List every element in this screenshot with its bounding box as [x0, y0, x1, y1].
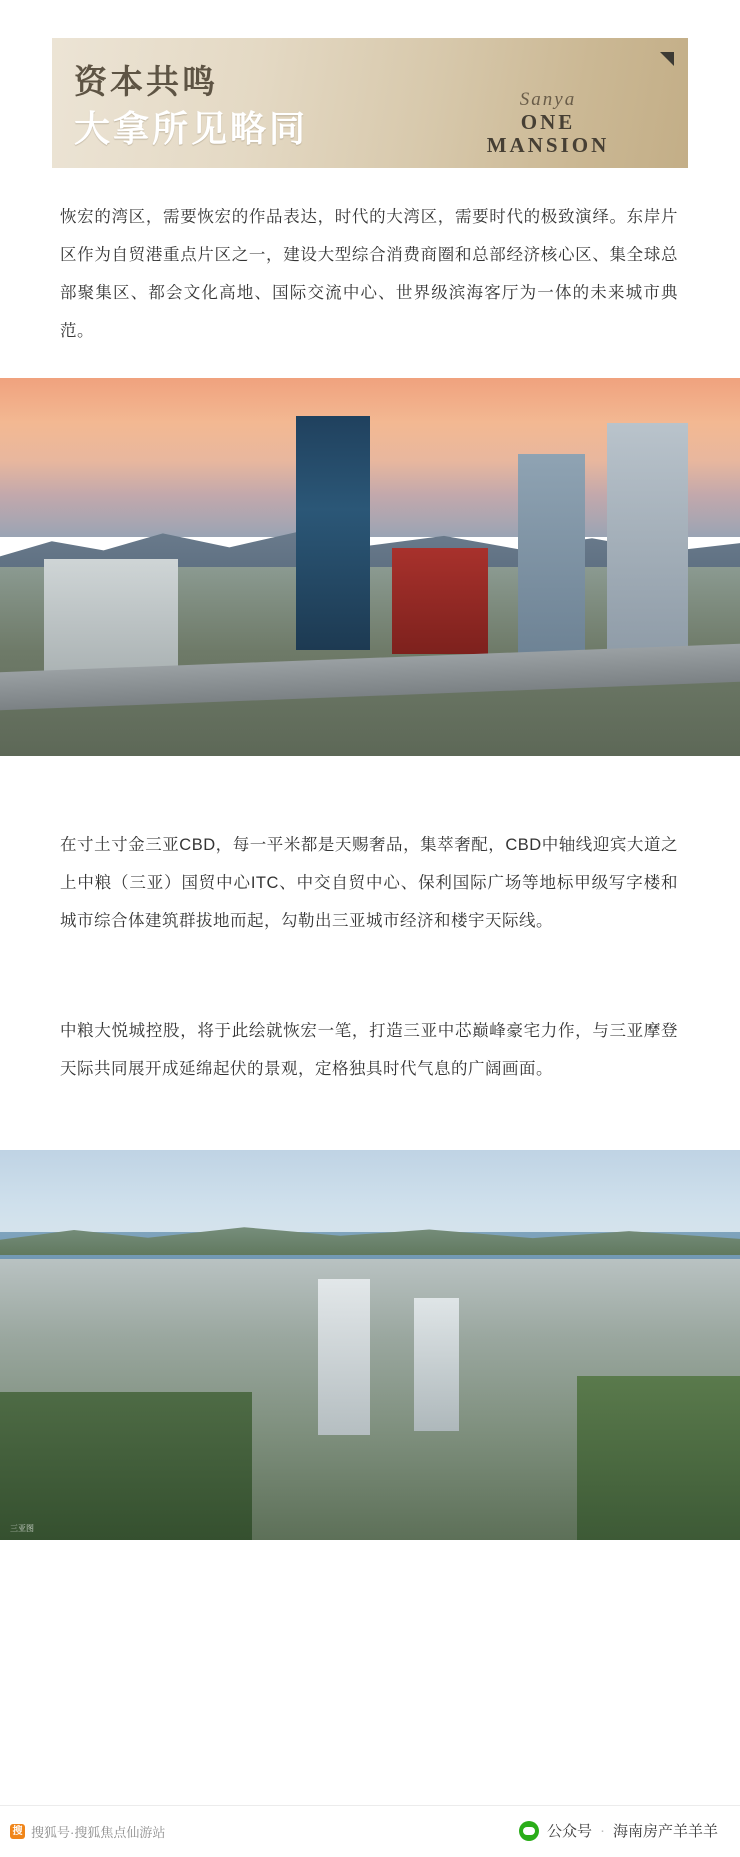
photo-cbd-skyline — [0, 378, 740, 756]
corner-triangle-icon — [658, 52, 674, 68]
brand-logo — [458, 90, 638, 157]
brand-logo-script: Sanya — [519, 89, 577, 110]
photo2-watermark: 三亚图 — [10, 1524, 34, 1533]
sohu-account-label: 搜狐号·搜狐焦点仙游站 — [31, 1825, 166, 1840]
sohu-logo-icon: 搜 — [10, 1824, 25, 1839]
wechat-label: 公众号 — [546, 1823, 592, 1840]
photo2-tower-b — [414, 1298, 458, 1431]
brand-logo-name: ONE MANSION — [486, 110, 610, 158]
paragraph-1: 恢宏的湾区，需要恢宏的作品表达，时代的大湾区，需要时代的极致演绎。东岸片区作为自贸港重点片区之一，建设大型综合消费商圈和总部经济核心区、集全球总部聚集区、都会文化高地、国际交流中心、世界级滨海客厅为一体的未来城市典范。 — [60, 208, 678, 340]
banner-title-line1: 资本共鸣 — [74, 65, 218, 101]
banner-title-line2: 大拿所见略同 — [74, 109, 309, 149]
photo2-park-left — [0, 1392, 252, 1540]
sohu-attribution[interactable] — [10, 1822, 165, 1841]
paragraph-2: 在寸土寸金三亚CBD，每一平米都是天赐奢品，集萃奢配，CBD中轴线迎宾大道之上中粮（三亚）国贸中心ITC、中交自贸中心、保利国际广场等地标甲级写字楼和城市综合体建筑群拔地而起，勾勒出三亚城市经济和楼宇天际线。 — [60, 836, 678, 930]
wechat-icon — [519, 1821, 539, 1841]
photo1-tower-center — [296, 416, 370, 650]
footer-separator: · — [599, 1822, 605, 1839]
paragraph-3: 中粮大悦城控股，将于此绘就恢宏一笔，打造三亚中芯巅峰豪宅力作，与三亚摩登天际共同展开成延绵起伏的景观，定格独具时代气息的广阔画面。 — [60, 1022, 678, 1078]
photo-bay-aerial — [0, 1150, 740, 1540]
photo2-park-right — [577, 1376, 740, 1540]
photo1-tower-far-right — [607, 423, 688, 665]
header-banner — [52, 38, 688, 168]
wechat-account-name: 海南房产羊羊羊 — [612, 1823, 718, 1840]
photo1-red-mall — [392, 548, 488, 654]
photo1-building-left — [44, 559, 177, 680]
page-footer — [0, 1805, 740, 1857]
wechat-attribution[interactable] — [519, 1820, 718, 1841]
photo2-tower-a — [318, 1279, 370, 1435]
photo1-tower-right — [518, 454, 585, 658]
